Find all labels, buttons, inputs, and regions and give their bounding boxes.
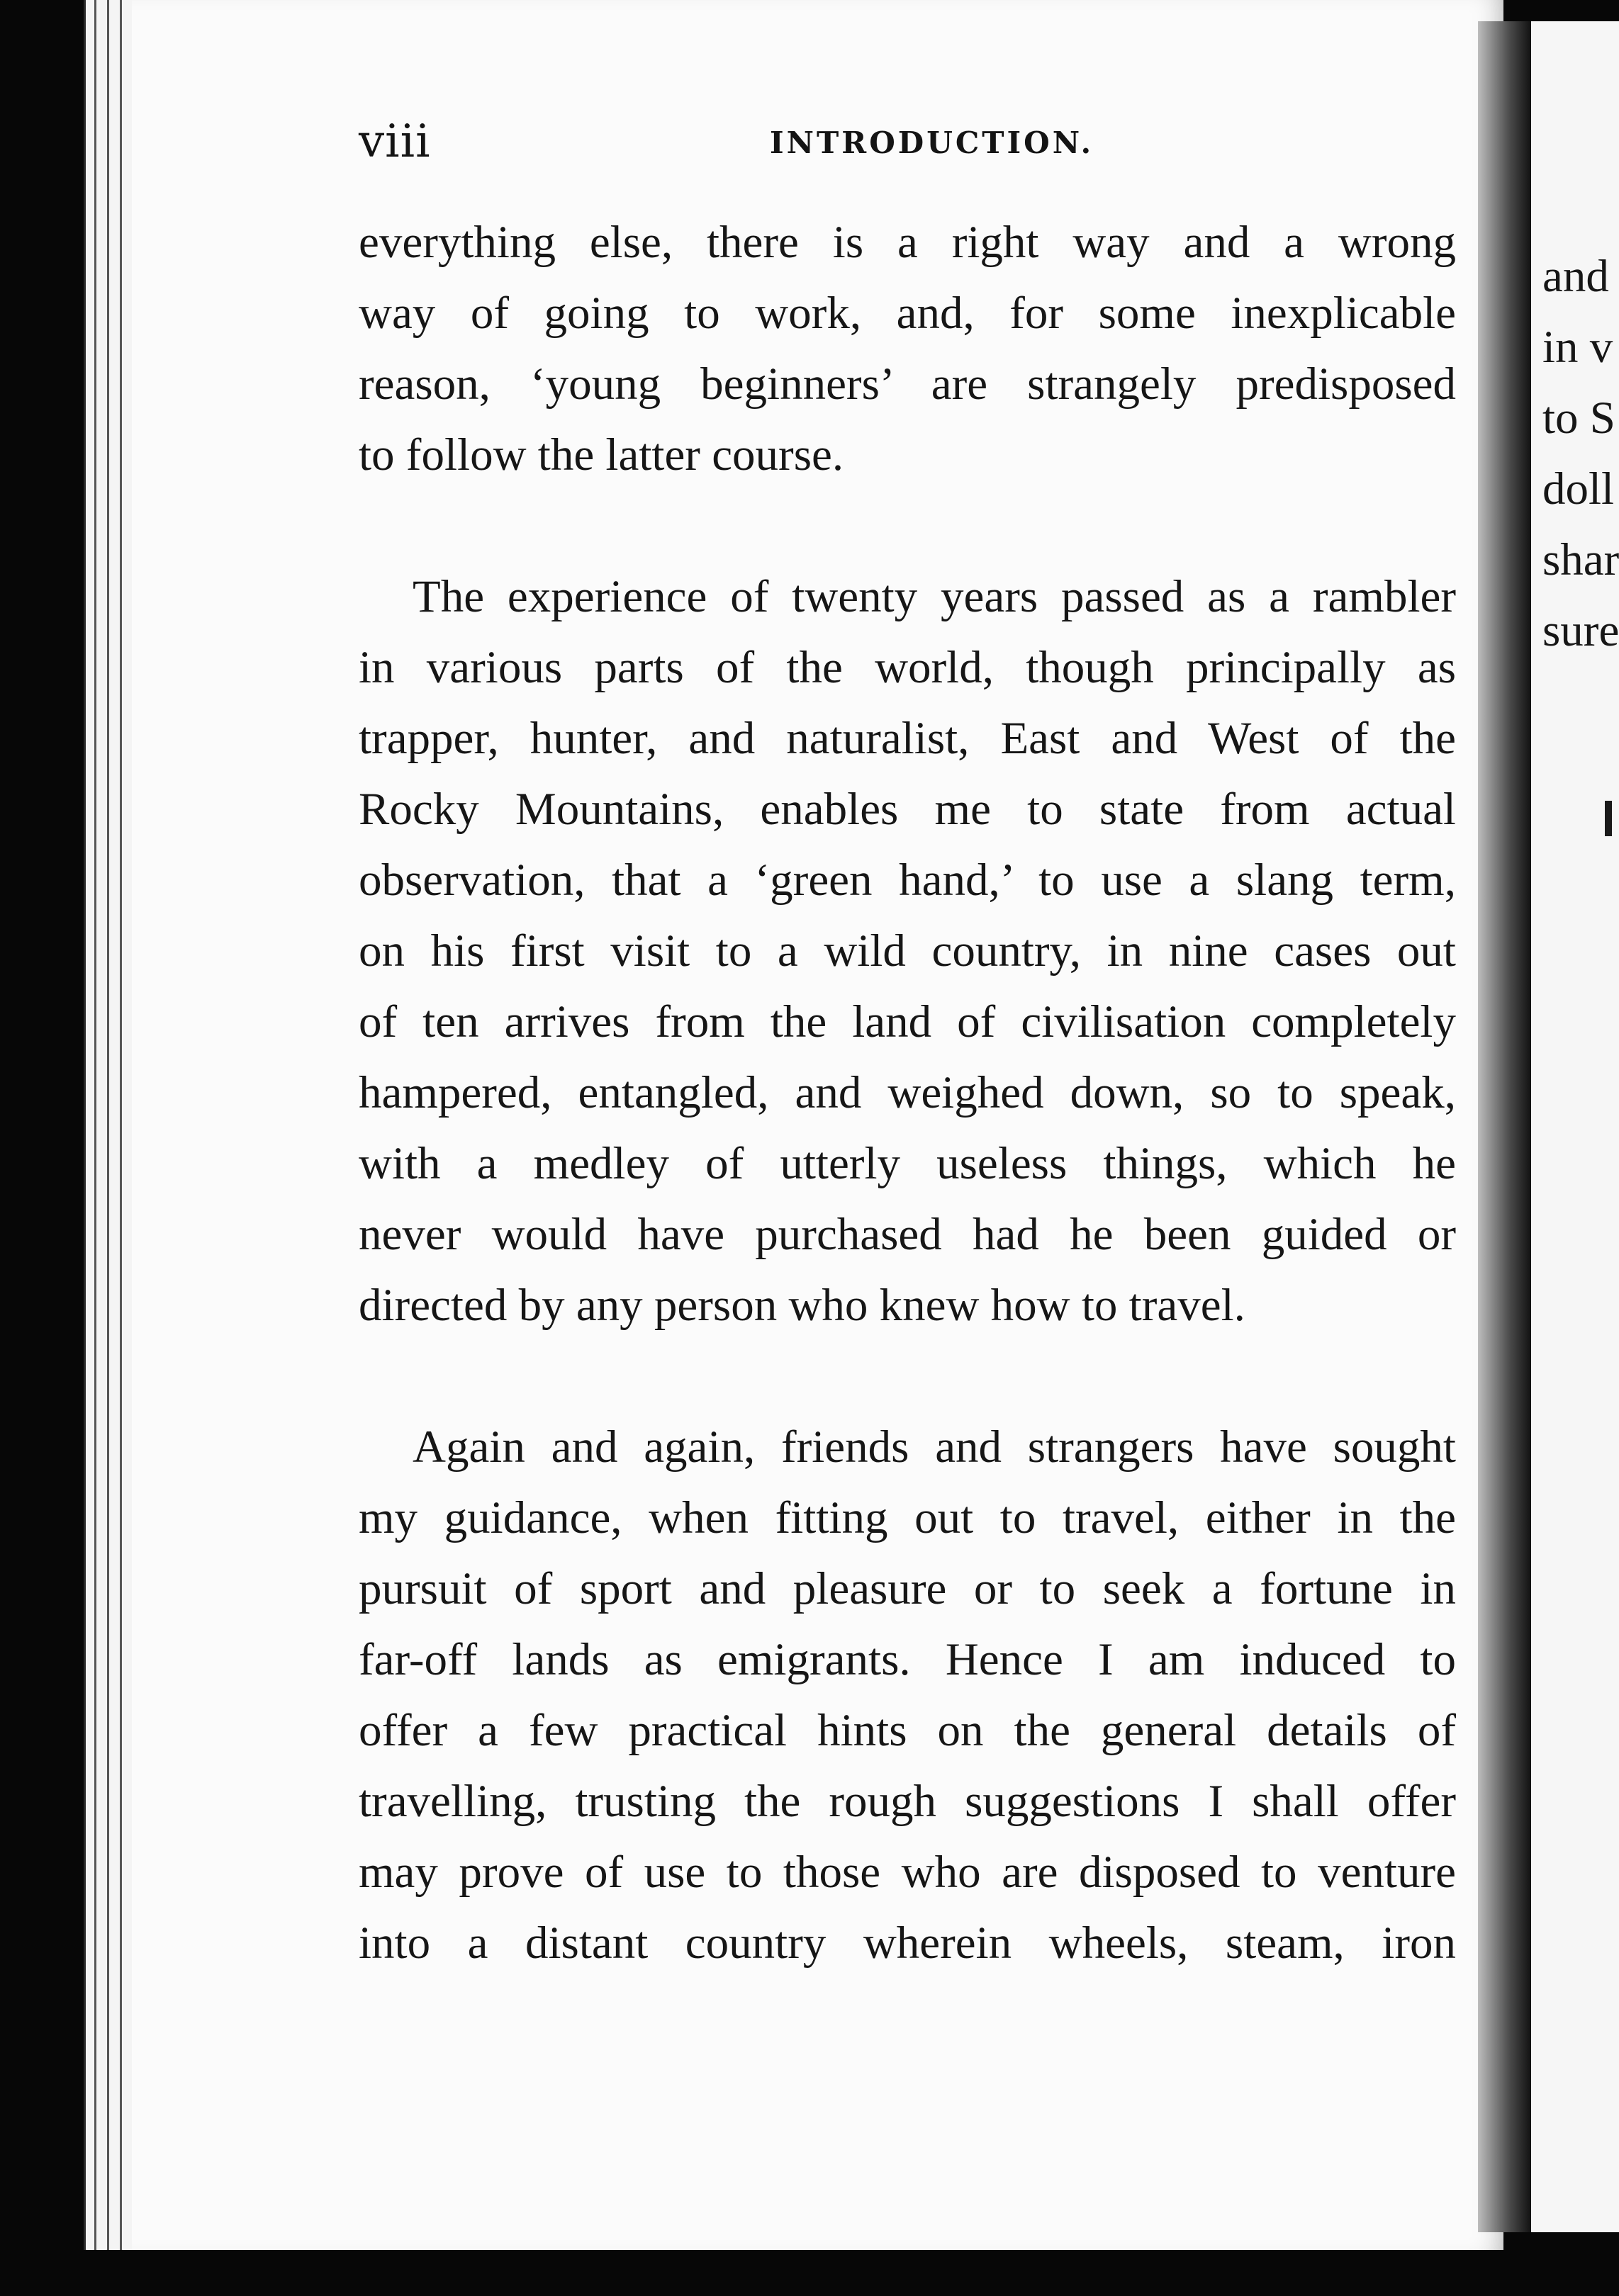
facing-page-line: to S [1542, 393, 1615, 444]
running-title: INTRODUCTION. [770, 125, 1094, 160]
facing-page-line: and [1542, 251, 1609, 302]
facing-page-line: doll [1542, 463, 1615, 514]
text-line: in various parts of the world, though principally as [359, 642, 1456, 693]
text-line: observation, that a ‘green hand,’ to use a slang term, [359, 855, 1456, 906]
text-line: far-off lands as emigrants. Hence I am induced to [359, 1634, 1456, 1685]
facing-page-fragment-mark [1605, 801, 1612, 836]
page-edge-line [107, 0, 109, 2250]
running-head [359, 113, 1456, 170]
body-text [359, 207, 1456, 2049]
text-line: trapper, hunter, and naturalist, East and West of the [359, 713, 1456, 764]
text-line: with a medley of utterly useless things, which he [359, 1138, 1456, 1189]
text-line: way of going to work, and, for some inexplicable [359, 288, 1456, 339]
facing-page-edge [1531, 21, 1619, 2232]
text-line: The experience of twenty years passed as a rambler [413, 571, 1456, 622]
text-line: hampered, entangled, and weighed down, so to speak, [359, 1067, 1456, 1118]
page-edge-line [94, 0, 96, 2250]
facing-page-line: in v [1542, 322, 1613, 373]
text-line: may prove of use to those who are disposed to venture [359, 1847, 1456, 1898]
text-line: Again and again, friends and strangers have sought [413, 1422, 1456, 1473]
text-line: travelling, trusting the rough suggestions I shall offer [359, 1776, 1456, 1827]
text-line: directed by any person who knew how to travel. [359, 1280, 1245, 1331]
text-line: to follow the latter course. [359, 429, 844, 480]
text-line: into a distant country wherein wheels, steam, iron [359, 1918, 1456, 1969]
page-edge-line [120, 0, 122, 2250]
text-line: never would have purchased had he been guided or [359, 1209, 1456, 1260]
book-binding-edge [84, 0, 135, 2250]
paragraph-3 [359, 1412, 1456, 1979]
paragraph-1 [359, 207, 1456, 490]
text-line: of ten arrives from the land of civilisation completely [359, 996, 1456, 1047]
page-number: viii [359, 116, 431, 168]
text-line: Rocky Mountains, enables me to state from actual [359, 784, 1456, 835]
text-line: offer a few practical hints on the general details of [359, 1705, 1456, 1756]
facing-page-text [1542, 241, 1619, 666]
facing-page-line: shar [1542, 534, 1619, 585]
text-line: my guidance, when fitting out to travel, either in the [359, 1492, 1456, 1543]
text-line: everything else, there is a right way and a wrong [359, 217, 1456, 268]
text-line: pursuit of sport and pleasure or to seek a fortune in [359, 1563, 1456, 1614]
text-line: on his first visit to a wild country, in nine cases out [359, 925, 1456, 977]
text-line: reason, ‘young beginners’ are strangely predisposed [359, 359, 1456, 410]
facing-page-line: sure [1542, 605, 1619, 656]
gutter-shadow [1478, 21, 1531, 2232]
paragraph-2 [359, 561, 1456, 1341]
